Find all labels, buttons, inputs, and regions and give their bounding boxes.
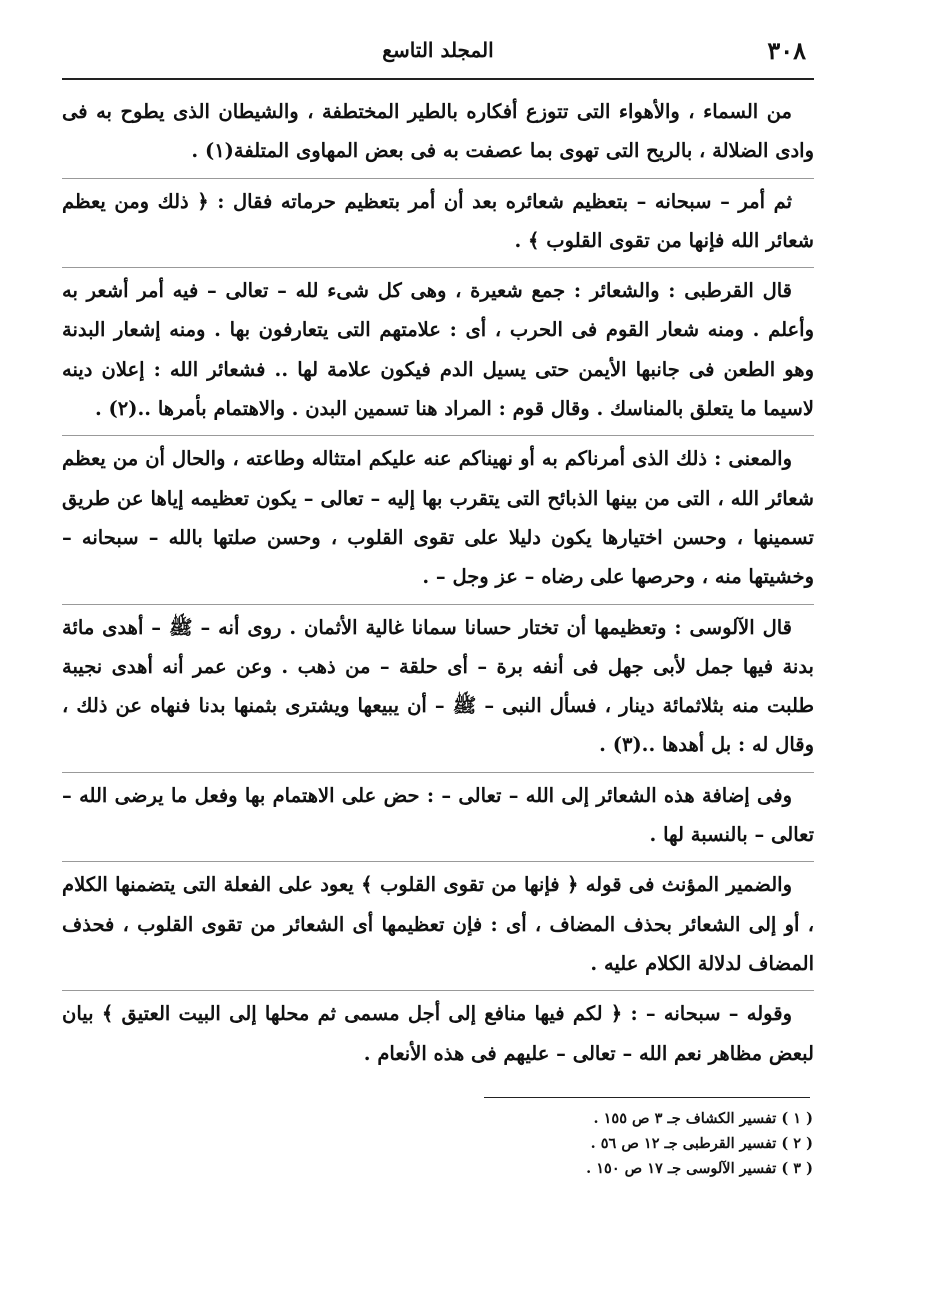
paragraph: قال القرطبى : والشعائر : جمع شعيرة ، وهى كل شىء لله – تعالى – فيه أمر أشعر به وأعلم . ومنه شعار القوم فى الحرب ، أى : علامتهم التى يتعارفون بها . ومنه إشعار البدنة وهو الطعن فى جانبها الأيمن حتى يسيل الدم فيكون علامة لها .. فشعائر الله : إعلان دينه لاسيما ما يتعلق بالمناسك . وقال قوم : المراد هنا تسمين البدن . والاهتمام بأمرها ..(٢) . xyxy=(62,267,814,432)
paragraph: من السماء ، والأهواء التى تتوزع أفكاره بالطير المختطفة ، والشيطان الذى يطوح به فى وادى الضلالة ، بالريح التى تهوى بما عصفت به فى بعض المهاوى المتلفة(١) . xyxy=(62,100,814,163)
page-header xyxy=(62,30,814,80)
footnotes xyxy=(483,1106,813,1181)
body-text xyxy=(62,90,814,1080)
paragraph: والضمير المؤنث فى قوله ﴿ فإنها من تقوى القلوب ﴾ يعود على الفعلة التى يتضمنها الكلام ، أو إلى الشعائر بحذف المضاف ، أى : فإن تعظيمها أى الشعائر من تقوى القلوب ، فحذف المضاف لدلالة الكلام عليه . xyxy=(62,861,814,987)
paragraph: والمعنى : ذلك الذى أمرناكم به أو نهيناكم عنه عليكم امتثاله وطاعته ، والحال أن من يعظم شعائر الله ، التى من بينها الذبائح التى يتقرب بها إليه – تعالى – يكون تعظيمه إياها عن طريق تسمينها ، وحسن اختيارها يكون دليلا على تقوى القلوب ، وحسن صلتها بالله – سبحانه – وخشيتها منه ، وحرصها على رضاه – عز وجل – . xyxy=(62,435,814,600)
page-number: ٣٠٨ xyxy=(767,36,806,65)
paragraph: ثم أمر – سبحانه – بتعظيم شعائره بعد أن أمر بتعظيم حرماته فقال : ﴿ ذلك ومن يعظم شعائر الله فإنها من تقوى القلوب ﴾ . xyxy=(62,178,814,265)
paragraph: وفى إضافة هذه الشعائر إلى الله – تعالى – : حض على الاهتمام بها وفعل ما يرضى الله – تعالى – بالنسبة لها . xyxy=(62,772,814,859)
paragraph: وقوله – سبحانه – : ﴿ لكم فيها منافع إلى أجل مسمى ثم محلها إلى البيت العتيق ﴾ بيان لبعض مظاهر نعم الله – تعالى – عليهم فى هذه الأنعام . xyxy=(62,990,814,1077)
volume-title: المجلد التاسع xyxy=(382,38,494,62)
paragraph: قال الآلوسى : وتعظيمها أن تختار حسانا سمانا غالية الأثمان . روى أنه – ﷺ – أهدى مائة بدنة فيها جمل لأبى جهل فى أنفه برة – أى حلقة – من ذهب . وعن عمر أنه أهدى نجيبة طلبت منه بثلاثمائة دينار ، فسأل النبى – ﷺ – أن يبيعها ويشترى بثمنها بدنا فنهاه عن ذلك ، وقال له : بل أهدها ..(٣) . xyxy=(62,604,814,769)
footnote: ( ١ ) تفسير الكشاف جـ ٣ ص ١٥٥ . xyxy=(593,1110,813,1127)
footnote: ( ٢ ) تفسير القرطبى جـ ١٢ ص ٥٦ . xyxy=(590,1135,813,1152)
footnote-divider xyxy=(484,1097,810,1098)
footnote: ( ٣ ) تفسير الآلوسى جـ ١٧ ص ١٥٠ . xyxy=(586,1160,813,1177)
